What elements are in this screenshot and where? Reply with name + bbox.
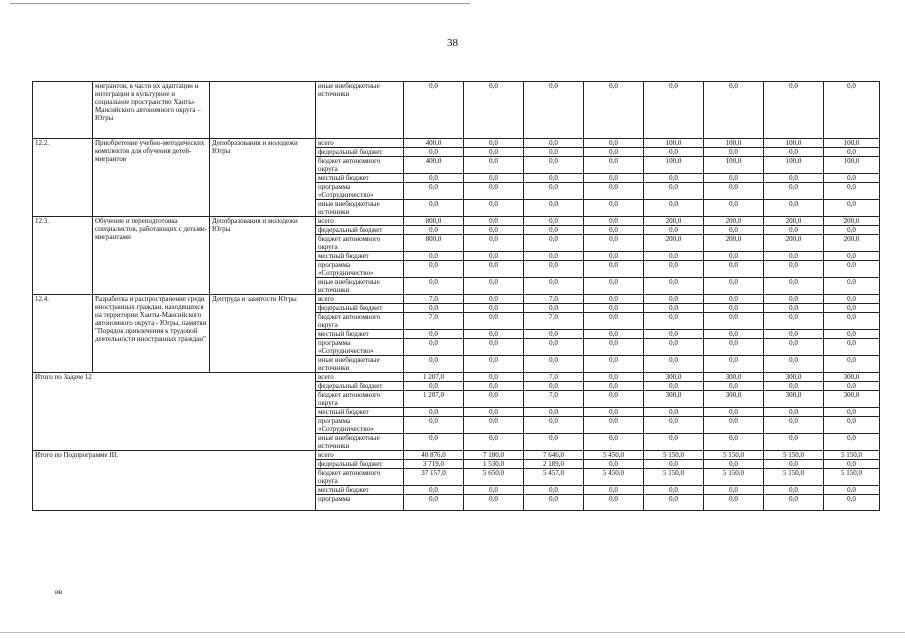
funding-source-cell: программа «Сотрудничество» [316, 417, 404, 434]
value-cell: 0,0 [464, 486, 524, 495]
value-cell: 0,0 [824, 460, 880, 469]
value-cell: 0,0 [704, 148, 764, 157]
value-cell: 0,0 [764, 148, 824, 157]
value-cell: 0,0 [644, 200, 704, 217]
value-cell: 0,0 [824, 408, 880, 417]
value-cell: 0,0 [764, 495, 824, 511]
value-cell: 0,0 [584, 252, 644, 261]
value-cell: 0,0 [584, 278, 644, 295]
value-cell: 0,0 [824, 339, 880, 356]
value-cell: 0,0 [644, 295, 704, 304]
value-cell: 0,0 [764, 313, 824, 330]
value-cell: 0,0 [764, 174, 824, 183]
value-cell: 0,0 [824, 261, 880, 278]
value-cell: 0,0 [824, 295, 880, 304]
value-cell: 100,0 [764, 157, 824, 174]
value-cell: 0,0 [764, 226, 824, 235]
value-cell: 7 180,0 [464, 451, 524, 460]
funding-source-cell: иные внебюджетные источники [316, 356, 404, 373]
value-cell: 7,0 [524, 391, 584, 408]
funding-source-cell: всего [316, 373, 404, 382]
value-cell: 5 150,0 [764, 451, 824, 460]
value-cell: 0,0 [464, 313, 524, 330]
value-cell: 0,0 [644, 460, 704, 469]
value-cell: 0,0 [584, 304, 644, 313]
value-cell: 0,0 [524, 200, 584, 217]
value-cell: 0,0 [584, 417, 644, 434]
value-cell: 0,0 [704, 382, 764, 391]
executor-cell: Дептруда и занятости Югры [210, 295, 316, 373]
value-cell: 0,0 [404, 82, 464, 139]
value-cell: 0,0 [704, 200, 764, 217]
value-cell: 0,0 [584, 235, 644, 252]
value-cell: 0,0 [704, 82, 764, 139]
value-cell: 0,0 [524, 217, 584, 226]
value-cell: 0,0 [584, 82, 644, 139]
value-cell: 0,0 [404, 339, 464, 356]
value-cell: 7,0 [524, 313, 584, 330]
value-cell: 0,0 [764, 339, 824, 356]
value-cell: 0,0 [704, 417, 764, 434]
funding-source-cell: всего [316, 139, 404, 148]
value-cell: 0,0 [704, 252, 764, 261]
value-cell: 0,0 [584, 217, 644, 226]
value-cell: 0,0 [464, 295, 524, 304]
value-cell: 5 150,0 [704, 451, 764, 460]
page-number: 38 [447, 37, 458, 49]
value-cell: 0,0 [764, 408, 824, 417]
value-cell: 0,0 [464, 174, 524, 183]
table-row [33, 373, 880, 382]
executor-cell: Депобразования и молодежи Югры [210, 139, 316, 217]
value-cell: 0,0 [704, 183, 764, 200]
value-cell: 100,0 [644, 157, 704, 174]
value-cell: 5 150,0 [644, 451, 704, 460]
value-cell: 0,0 [464, 278, 524, 295]
value-cell: 0,0 [764, 200, 824, 217]
value-cell: 3 719,0 [404, 460, 464, 469]
value-cell: 0,0 [404, 278, 464, 295]
value-cell: 40 876,0 [404, 451, 464, 460]
funding-source-cell: программа «Сотрудничество» [316, 183, 404, 200]
value-cell: 0,0 [704, 261, 764, 278]
value-cell: 0,0 [824, 417, 880, 434]
executor-cell [210, 82, 316, 139]
value-cell: 0,0 [644, 382, 704, 391]
value-cell: 0,0 [524, 226, 584, 235]
funding-source-cell: местный бюджет [316, 174, 404, 183]
value-cell: 0,0 [824, 278, 880, 295]
budget-table [32, 81, 880, 511]
value-cell: 0,0 [464, 373, 524, 382]
value-cell: 0,0 [524, 356, 584, 373]
table-row [33, 139, 880, 148]
value-cell: 0,0 [704, 356, 764, 373]
value-cell: 300,0 [764, 373, 824, 382]
value-cell: 300,0 [644, 373, 704, 382]
value-cell: 0,0 [644, 495, 704, 511]
value-cell: 0,0 [524, 382, 584, 391]
value-cell: 0,0 [644, 313, 704, 330]
value-cell: 0,0 [584, 313, 644, 330]
table-row [33, 82, 880, 139]
value-cell: 0,0 [584, 460, 644, 469]
value-cell: 0,0 [584, 486, 644, 495]
value-cell: 0,0 [644, 304, 704, 313]
value-cell: 0,0 [584, 200, 644, 217]
funding-source-cell: федеральный бюджет [316, 226, 404, 235]
funding-source-cell: бюджет автономного округа [316, 391, 404, 408]
value-cell: 0,0 [404, 226, 464, 235]
value-cell: 0,0 [704, 304, 764, 313]
value-cell: 200,0 [824, 235, 880, 252]
value-cell: 0,0 [464, 434, 524, 451]
table-row [33, 295, 880, 304]
value-cell: 200,0 [764, 235, 824, 252]
value-cell: 200,0 [644, 235, 704, 252]
value-cell: 0,0 [464, 217, 524, 226]
value-cell: 0,0 [704, 486, 764, 495]
value-cell: 300,0 [824, 391, 880, 408]
value-cell: 200,0 [764, 217, 824, 226]
value-cell: 0,0 [644, 417, 704, 434]
funding-source-cell: программа [316, 495, 404, 511]
value-cell: 0,0 [824, 183, 880, 200]
value-cell: 100,0 [824, 139, 880, 148]
value-cell: 5 150,0 [704, 469, 764, 486]
value-cell: 0,0 [404, 183, 464, 200]
value-cell: 0,0 [524, 261, 584, 278]
value-cell: 0,0 [464, 339, 524, 356]
value-cell: 0,0 [464, 304, 524, 313]
value-cell: 0,0 [404, 382, 464, 391]
value-cell: 300,0 [644, 391, 704, 408]
value-cell: 0,0 [404, 304, 464, 313]
value-cell: 0,0 [404, 495, 464, 511]
value-cell: 0,0 [764, 460, 824, 469]
value-cell: 100,0 [824, 157, 880, 174]
value-cell: 1 207,0 [404, 391, 464, 408]
value-cell: 7 646,0 [524, 451, 584, 460]
value-cell: 0,0 [764, 82, 824, 139]
value-cell: 0,0 [404, 486, 464, 495]
value-cell: 0,0 [824, 330, 880, 339]
value-cell: 0,0 [824, 226, 880, 235]
footer-mark: ив [55, 588, 63, 596]
value-cell: 0,0 [464, 148, 524, 157]
value-cell: 0,0 [764, 183, 824, 200]
funding-source-cell: местный бюджет [316, 408, 404, 417]
value-cell: 7,0 [524, 373, 584, 382]
funding-source-cell: всего [316, 217, 404, 226]
funding-source-cell: бюджет автономного округа [316, 469, 404, 486]
value-cell: 200,0 [824, 217, 880, 226]
value-cell: 300,0 [704, 391, 764, 408]
value-cell: 0,0 [404, 261, 464, 278]
value-cell: 0,0 [824, 304, 880, 313]
value-cell: 0,0 [464, 82, 524, 139]
measure-title-cell: Обучение и переподготовка специалистов, работающих с детьми-мигрантами [93, 217, 210, 295]
value-cell: 5 450,0 [584, 469, 644, 486]
value-cell: 0,0 [584, 373, 644, 382]
value-cell: 5 150,0 [824, 451, 880, 460]
value-cell: 300,0 [764, 391, 824, 408]
funding-source-cell: местный бюджет [316, 252, 404, 261]
value-cell: 0,0 [644, 356, 704, 373]
value-cell: 0,0 [704, 174, 764, 183]
funding-source-cell: иные внебюджетные источники [316, 200, 404, 217]
value-cell: 0,0 [704, 339, 764, 356]
value-cell: 0,0 [584, 408, 644, 417]
value-cell: 0,0 [464, 261, 524, 278]
value-cell: 0,0 [404, 356, 464, 373]
value-cell: 0,0 [584, 295, 644, 304]
value-cell: 0,0 [764, 330, 824, 339]
value-cell: 0,0 [644, 278, 704, 295]
value-cell: 800,0 [404, 217, 464, 226]
value-cell: 0,0 [644, 434, 704, 451]
value-cell: 0,0 [584, 261, 644, 278]
value-cell: 0,0 [524, 339, 584, 356]
value-cell: 0,0 [524, 408, 584, 417]
value-cell: 100,0 [704, 139, 764, 148]
budget-table-body [33, 82, 880, 511]
value-cell: 0,0 [464, 391, 524, 408]
value-cell: 0,0 [464, 252, 524, 261]
value-cell: 0,0 [584, 339, 644, 356]
value-cell: 0,0 [464, 356, 524, 373]
value-cell: 0,0 [644, 261, 704, 278]
value-cell: 0,0 [644, 148, 704, 157]
executor-cell: Депобразования и молодежи Югры [210, 217, 316, 295]
value-cell: 0,0 [824, 356, 880, 373]
funding-source-cell: всего [316, 295, 404, 304]
value-cell: 200,0 [644, 217, 704, 226]
value-cell: 0,0 [584, 148, 644, 157]
measure-title-cell: Приобретение учебно-методических комплектов для обучения детей-мигрантов [93, 139, 210, 217]
value-cell: 0,0 [764, 295, 824, 304]
table-row [33, 217, 880, 226]
funding-source-cell: федеральный бюджет [316, 148, 404, 157]
value-cell: 0,0 [464, 408, 524, 417]
value-cell: 0,0 [824, 148, 880, 157]
value-cell: 1 207,0 [404, 373, 464, 382]
row-number-cell: 12.2. [33, 139, 93, 217]
value-cell: 0,0 [704, 434, 764, 451]
value-cell: 0,0 [404, 174, 464, 183]
value-cell: 0,0 [704, 313, 764, 330]
value-cell: 0,0 [644, 82, 704, 139]
value-cell: 0,0 [704, 295, 764, 304]
value-cell: 0,0 [764, 261, 824, 278]
funding-source-cell: бюджет автономного округа [316, 157, 404, 174]
measure-title-cell: Разработка и распространение среди иностранных граждан, находящихся на территории Ханты-Мансийского автономного округа - Югры, памятки "Порядок привлечения к трудовой деятельности иностранных граждан" [93, 295, 210, 373]
value-cell: 0,0 [644, 174, 704, 183]
value-cell: 0,0 [584, 226, 644, 235]
value-cell: 0,0 [524, 434, 584, 451]
value-cell: 0,0 [644, 252, 704, 261]
funding-source-cell: местный бюджет [316, 486, 404, 495]
value-cell: 0,0 [584, 356, 644, 373]
value-cell: 0,0 [464, 330, 524, 339]
value-cell: 0,0 [524, 252, 584, 261]
value-cell: 0,0 [404, 252, 464, 261]
value-cell: 0,0 [524, 278, 584, 295]
funding-source-cell: всего [316, 451, 404, 460]
value-cell: 0,0 [404, 434, 464, 451]
measure-title-cell: мигрантов, в части их адаптации и интеграции в культурное и социальное пространство Ханты-Мансийского автономного округа – Югры [93, 82, 210, 139]
value-cell: 0,0 [644, 408, 704, 417]
value-cell: 0,0 [524, 139, 584, 148]
value-cell: 0,0 [824, 495, 880, 511]
value-cell: 0,0 [584, 157, 644, 174]
value-cell: 7,0 [524, 295, 584, 304]
value-cell: 200,0 [704, 235, 764, 252]
value-cell: 400,0 [404, 139, 464, 148]
value-cell: 0,0 [824, 82, 880, 139]
value-cell: 5 150,0 [764, 469, 824, 486]
value-cell: 0,0 [764, 417, 824, 434]
value-cell: 5 457,0 [524, 469, 584, 486]
value-cell: 0,0 [524, 183, 584, 200]
value-cell: 0,0 [524, 82, 584, 139]
value-cell: 0,0 [524, 235, 584, 252]
value-cell: 0,0 [404, 330, 464, 339]
value-cell: 0,0 [524, 174, 584, 183]
value-cell: 100,0 [764, 139, 824, 148]
value-cell: 0,0 [704, 278, 764, 295]
value-cell: 0,0 [524, 486, 584, 495]
value-cell: 0,0 [464, 226, 524, 235]
value-cell: 0,0 [524, 330, 584, 339]
funding-source-cell: федеральный бюджет [316, 304, 404, 313]
total-title-cell: Итого по Задаче 12 [33, 373, 316, 451]
value-cell: 0,0 [704, 408, 764, 417]
value-cell: 0,0 [704, 226, 764, 235]
value-cell: 0,0 [404, 200, 464, 217]
funding-source-cell: местный бюджет [316, 330, 404, 339]
row-number-cell: 12.3. [33, 217, 93, 295]
value-cell: 800,0 [404, 235, 464, 252]
funding-source-cell: иные внебюджетные источники [316, 434, 404, 451]
funding-source-cell: бюджет автономного округа [316, 235, 404, 252]
value-cell: 0,0 [524, 157, 584, 174]
value-cell: 37 157,0 [404, 469, 464, 486]
value-cell: 0,0 [524, 417, 584, 434]
funding-source-cell: программа «Сотрудничество» [316, 261, 404, 278]
scan-edge-bottom [0, 632, 905, 633]
value-cell: 0,0 [644, 330, 704, 339]
value-cell: 0,0 [584, 183, 644, 200]
funding-source-cell: программа «Сотрудничество» [316, 339, 404, 356]
value-cell: 0,0 [764, 252, 824, 261]
total-title-cell: Итого по Подпрограмме III. [33, 451, 316, 511]
value-cell: 300,0 [824, 373, 880, 382]
row-number-cell: 12.4. [33, 295, 93, 373]
value-cell: 0,0 [824, 200, 880, 217]
value-cell: 0,0 [764, 356, 824, 373]
value-cell: 7,0 [404, 295, 464, 304]
value-cell: 400,0 [404, 157, 464, 174]
value-cell: 0,0 [824, 434, 880, 451]
value-cell: 0,0 [704, 330, 764, 339]
value-cell: 100,0 [704, 157, 764, 174]
value-cell: 0,0 [584, 495, 644, 511]
scan-edge-top [10, 3, 470, 4]
value-cell: 0,0 [584, 139, 644, 148]
value-cell: 1 530,0 [464, 460, 524, 469]
value-cell: 0,0 [464, 417, 524, 434]
value-cell: 200,0 [704, 217, 764, 226]
value-cell: 0,0 [584, 391, 644, 408]
value-cell: 0,0 [824, 486, 880, 495]
value-cell: 0,0 [644, 339, 704, 356]
value-cell: 0,0 [404, 408, 464, 417]
value-cell: 5 150,0 [644, 469, 704, 486]
value-cell: 0,0 [704, 460, 764, 469]
value-cell: 0,0 [764, 278, 824, 295]
value-cell: 0,0 [584, 382, 644, 391]
value-cell: 0,0 [644, 226, 704, 235]
value-cell: 0,0 [764, 304, 824, 313]
value-cell: 0,0 [464, 183, 524, 200]
value-cell: 0,0 [464, 382, 524, 391]
value-cell: 2 189,0 [524, 460, 584, 469]
value-cell: 300,0 [704, 373, 764, 382]
value-cell: 0,0 [464, 157, 524, 174]
value-cell: 0,0 [404, 148, 464, 157]
value-cell: 0,0 [824, 382, 880, 391]
value-cell: 0,0 [704, 495, 764, 511]
value-cell: 0,0 [824, 252, 880, 261]
value-cell: 0,0 [524, 495, 584, 511]
funding-source-cell: федеральный бюджет [316, 382, 404, 391]
row-number-cell [33, 82, 93, 139]
value-cell: 0,0 [464, 235, 524, 252]
value-cell: 0,0 [464, 200, 524, 217]
value-cell: 0,0 [824, 174, 880, 183]
value-cell: 0,0 [764, 382, 824, 391]
value-cell: 0,0 [464, 495, 524, 511]
value-cell: 0,0 [464, 139, 524, 148]
value-cell: 0,0 [524, 304, 584, 313]
value-cell: 0,0 [584, 330, 644, 339]
value-cell: 0,0 [644, 183, 704, 200]
value-cell: 0,0 [764, 434, 824, 451]
value-cell: 5 450,0 [584, 451, 644, 460]
value-cell: 7,0 [404, 313, 464, 330]
value-cell: 5 150,0 [824, 469, 880, 486]
value-cell: 0,0 [644, 486, 704, 495]
budget-table-wrapper [32, 81, 879, 511]
value-cell: 0,0 [404, 417, 464, 434]
value-cell: 100,0 [644, 139, 704, 148]
value-cell: 5 650,0 [464, 469, 524, 486]
value-cell: 0,0 [764, 486, 824, 495]
value-cell: 0,0 [584, 434, 644, 451]
funding-source-cell: бюджет автономного округа [316, 313, 404, 330]
funding-source-cell: иные внебюджетные источники [316, 82, 404, 139]
value-cell: 0,0 [584, 174, 644, 183]
value-cell: 0,0 [524, 148, 584, 157]
funding-source-cell: федеральный бюджет [316, 460, 404, 469]
table-row [33, 451, 880, 460]
value-cell: 0,0 [824, 313, 880, 330]
funding-source-cell: иные внебюджетные источники [316, 278, 404, 295]
